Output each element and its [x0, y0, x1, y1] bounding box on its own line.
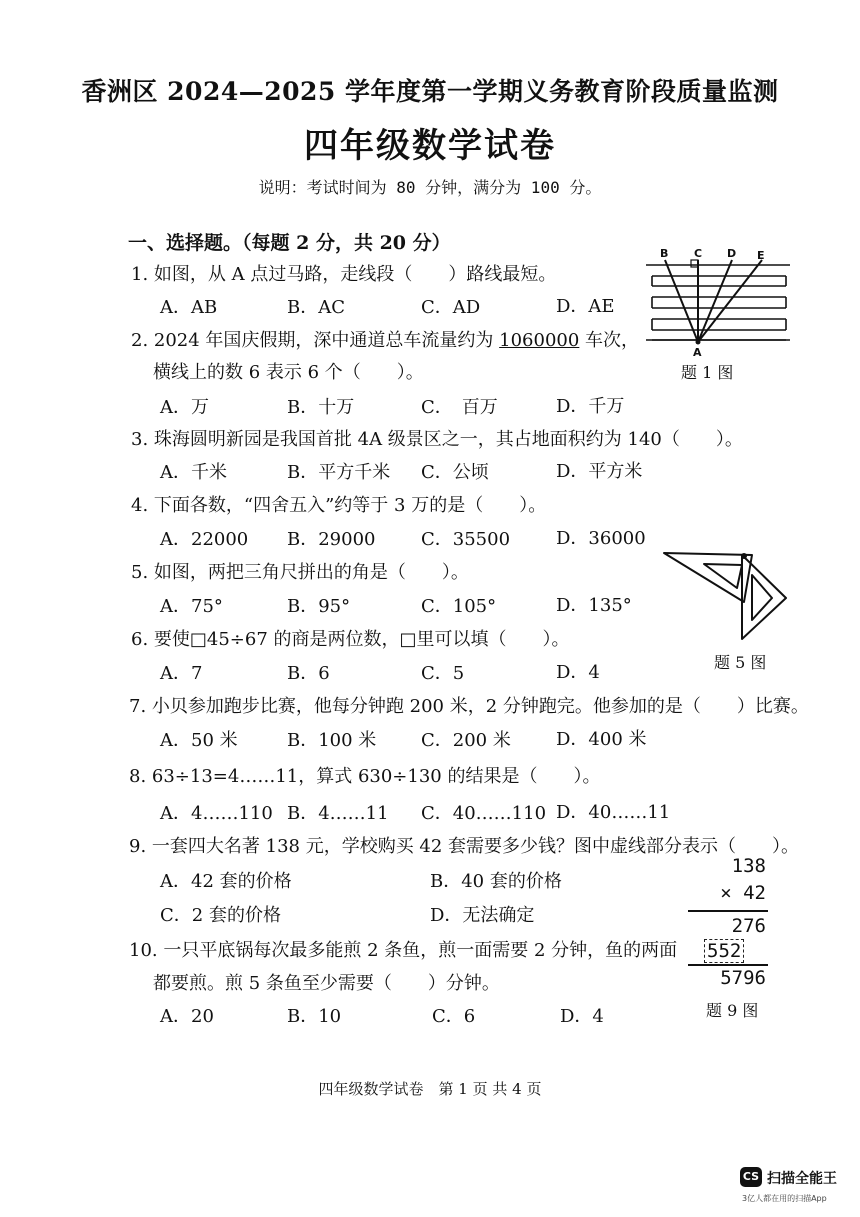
question-10: 10. 一只平底锅每次最多能煎 2 条鱼，煎一面需要 2 分钟，鱼的两面 [129, 940, 678, 961]
calc-line-1 [688, 910, 768, 912]
watermark-subtitle: 3亿人都在用的扫描App [742, 1194, 827, 1203]
figure-9-caption: 题 9 图 [706, 1001, 759, 1020]
q10-option-d: D．4 [560, 1006, 604, 1027]
question-3: 3. 珠海圆明新园是我国首批 4A 级景区之一，其占地面积约为 140（ ）。 [131, 429, 743, 450]
question-4: 4. 下面各数，“四舍五入”约等于 3 万的是（ ）。 [131, 495, 547, 516]
q4-option-c: C．35500 [421, 529, 511, 550]
q4-option-a: A．22000 [160, 529, 249, 550]
question-8: 8. 63÷13=4……11，算式 630÷130 的结果是（ ）。 [129, 766, 601, 787]
q8-option-a: A．4……110 [160, 803, 273, 824]
q3-option-b: B．平方千米 [287, 462, 391, 483]
q10-option-c: C．6 [432, 1006, 476, 1027]
section-title: 一、选择题。（每题 2 分，共 20 分） [128, 232, 451, 254]
q2-underlined-number: 1060000 [499, 330, 580, 351]
q6-option-c: C．5 [421, 663, 465, 684]
question-10-line2: 都要煎。煎 5 条鱼至少需要（ ）分钟。 [153, 973, 500, 994]
q10-option-a: A．20 [160, 1006, 214, 1027]
q9-option-b: B．40 套的价格 [430, 871, 562, 892]
calc-row-multiplier: × 42 [720, 882, 766, 904]
q10-option-b: B．10 [287, 1006, 342, 1027]
q1-option-c: C．AD [421, 297, 481, 318]
q8-option-b: B．4……11 [287, 803, 389, 824]
q3-option-c: C．公顷 [421, 462, 489, 483]
q7-option-d: D．400 米 [556, 729, 647, 750]
question-1: 1. 如图，从 A 点过马路，走线段（ ）路线最短。 [131, 264, 557, 285]
q5-option-d: D．135° [556, 595, 632, 616]
cs-logo-icon: CS [740, 1167, 762, 1187]
q8-option-c: C．40……110 [421, 803, 547, 824]
calc-row-partial-1: 276 [731, 915, 766, 937]
q1-option-b: B．AC [287, 297, 345, 318]
q6-option-b: B．6 [287, 663, 330, 684]
q2-option-c: C． 百万 [421, 397, 498, 418]
question-7: 7. 小贝参加跑步比赛，他每分钟跑 200 米，2 分钟跑完。他参加的是（ ）比赛。 [129, 696, 809, 717]
calc-row-result: 5796 [720, 967, 766, 989]
q2-stem-a: 2. 2024 年国庆假期，深中通道总车流量约为 [131, 330, 500, 351]
question-2-line2: 横线上的数 6 表示 6 个（ ）。 [153, 362, 424, 383]
page-title: 四年级数学试卷 [304, 126, 556, 166]
q2-option-a: A．万 [160, 397, 209, 418]
q7-option-a: A．50 米 [160, 730, 238, 751]
q9-option-d: D．无法确定 [430, 905, 535, 926]
exam-header-line: 香洲区 2024—2025 学年度第一学期义务教育阶段质量监测 [81, 77, 779, 106]
calc-row-partial-2-dashed [704, 940, 744, 962]
q9-option-c: C．2 套的价格 [160, 905, 281, 926]
calc-row-multiplicand: 138 [731, 855, 766, 877]
q4-option-d: D．36000 [556, 528, 646, 549]
question-6: 6. 要使□45÷67 的商是两位数，□里可以填（ ）。 [131, 629, 570, 650]
fig1-label-a: A [693, 346, 702, 358]
page-footer: 四年级数学试卷 第 1 页 共 4 页 [318, 1080, 542, 1098]
q7-option-c: C．200 米 [421, 730, 511, 751]
q4-option-b: B．29000 [287, 529, 376, 550]
exam-note: 说明：考试时间为 80 分钟，满分为 100 分。 [258, 178, 602, 197]
fig1-label-c: C [694, 247, 703, 260]
q6-option-d: D．4 [556, 662, 600, 683]
q9-option-a: A．42 套的价格 [160, 871, 292, 892]
fig1-label-d: D [727, 247, 737, 260]
q5-option-a: A．75° [160, 596, 223, 617]
q2-option-d: D．千万 [556, 396, 625, 417]
q2-option-b: B．十万 [287, 397, 355, 418]
watermark-name: 扫描全能王 [767, 1171, 837, 1187]
figure-5-set-squares [662, 550, 790, 642]
fig1-label-b: B [660, 247, 669, 260]
q6-option-a: A．7 [160, 663, 203, 684]
q2-stem-b: 车次， [579, 330, 640, 351]
q5-option-c: C．105° [421, 596, 497, 617]
q1-option-a: A．AB [160, 297, 218, 318]
question-5: 5. 如图，两把三角尺拼出的角是（ ）。 [131, 562, 469, 583]
q5-option-b: B．95° [287, 596, 351, 617]
figure-1-caption: 题 1 图 [681, 363, 734, 382]
dashed-box: 552 [704, 939, 744, 963]
fig1-label-e: E [757, 249, 765, 262]
q3-option-a: A．千米 [160, 462, 227, 483]
q8-option-d: D．40……11 [556, 802, 671, 823]
q7-option-b: B．100 米 [287, 730, 377, 751]
q3-option-d: D．平方米 [556, 461, 643, 482]
question-2 [131, 326, 639, 352]
question-9: 9. 一套四大名著 138 元，学校购买 42 套需要多少钱？图中虚线部分表示（ ）。 [129, 836, 800, 857]
figure-5-caption: 题 5 图 [714, 653, 767, 672]
figure-1-road-diagram [646, 246, 790, 358]
calc-line-2 [688, 964, 768, 966]
q1-option-d: D．AE [556, 296, 615, 317]
